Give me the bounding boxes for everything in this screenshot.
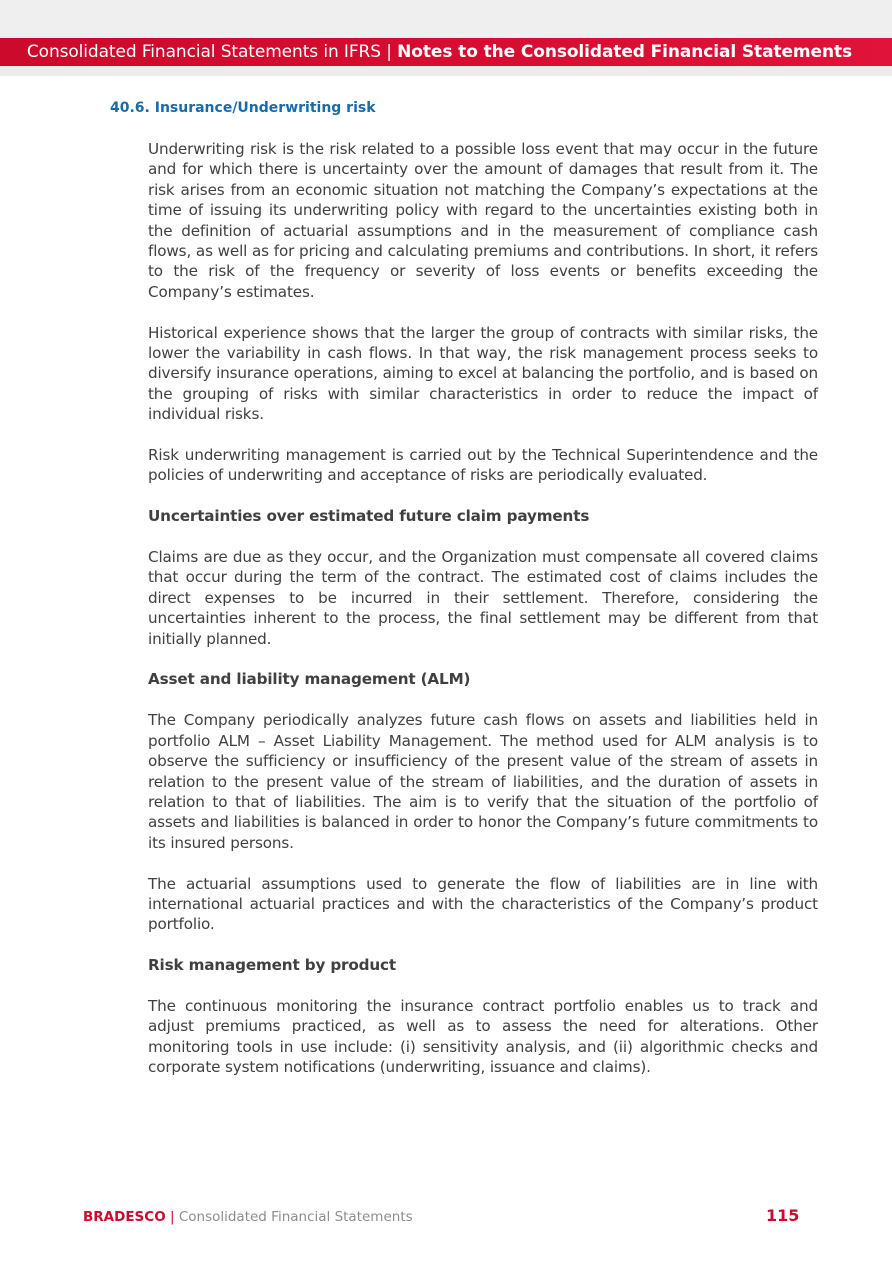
footer-separator: | [169,1209,175,1225]
paragraph-monitoring: The continuous monitoring the insurance contract portfolio enables us to track and adjust premiums practiced, as well as to assess the need for alterations. Other monitoring tools in use include: (i) sensitivity analysis, and (ii) algorithmic checks and corporate system notifications (underwriting, issuance and claims). [148,996,818,1077]
body-content [148,139,818,1098]
footer [83,1208,413,1226]
footer-brand: BRADESCO [83,1209,166,1225]
header-title-bold: Notes to the Consolidated Financial Statements [397,42,852,62]
top-band [0,0,892,38]
paragraph-claims: Claims are due as they occur, and the Organization must compensate all covered claims that occur during the term of the contract. The estimated cost of claims includes the direct expenses to be incurred in their settlement. Therefore, considering the uncertainties inherent to the process, the final settlement may be different from that initially planned. [148,548,818,648]
running-header [27,38,852,66]
paragraph-risk-underwriting-management: Risk underwriting management is carried out by the Technical Superintendence and the policies of underwriting and acceptance of risks are periodically evaluated. [148,446,818,485]
paragraph-alm-analysis: The Company periodically analyzes future cash flows on assets and liabilities held in portfolio ALM – Asset Liability Management. The method used for ALM analysis is to observe the sufficiency or insufficiency of the present value of the stream of assets in relation to the present value of the stream of liabilities, and the duration of assets in relation to that of liabilities. The aim is to verify that the situation of the portfolio of assets and liabilities is balanced in order to honor the Company’s future commitments to its insured persons. [148,711,818,852]
subheading-uncertainties: Uncertainties over estimated future claim payments [148,507,590,526]
page-number: 115 [766,1206,800,1225]
section-heading: 40.6. Insurance/Underwriting risk [110,100,376,116]
subheading-risk-by-product: Risk management by product [148,956,397,975]
paragraph-underwriting-risk: Underwriting risk is the risk related to a possible loss event that may occur in the future and for which there is uncertainty over the amount of damages that result from it. The risk arises from an economic situation not matching the Company’s expectations at the time of issuing its underwriting policy with regard to the uncertainties existing both in the definition of actuarial assumptions and in the measurement of compliance cash flows, as well as for pricing and calculating premiums and contributions. In short, it refers to the risk of the frequency or severity of loss events or benefits exceeding the Company’s estimates. [148,140,818,301]
footer-doc-title: Consolidated Financial Statements [178,1209,413,1225]
subheading-alm: Asset and liability management (ALM) [148,670,471,689]
paragraph-actuarial-assumptions: The actuarial assumptions used to generate the flow of liabilities are in line with international actuarial practices and with the characteristics of the Company’s product portfolio. [148,874,818,934]
paragraph-historical-experience: Historical experience shows that the larger the group of contracts with similar risks, the lower the variability in cash flows. In that way, the risk management process seeks to diversify insurance operations, aiming to excel at balancing the portfolio, and is based on the grouping of risks with similar characteristics in order to reduce the impact of individual risks. [148,323,818,424]
header-title-regular: Consolidated Financial Statements in IFRS | [26,42,392,62]
header-shadow [0,66,892,76]
